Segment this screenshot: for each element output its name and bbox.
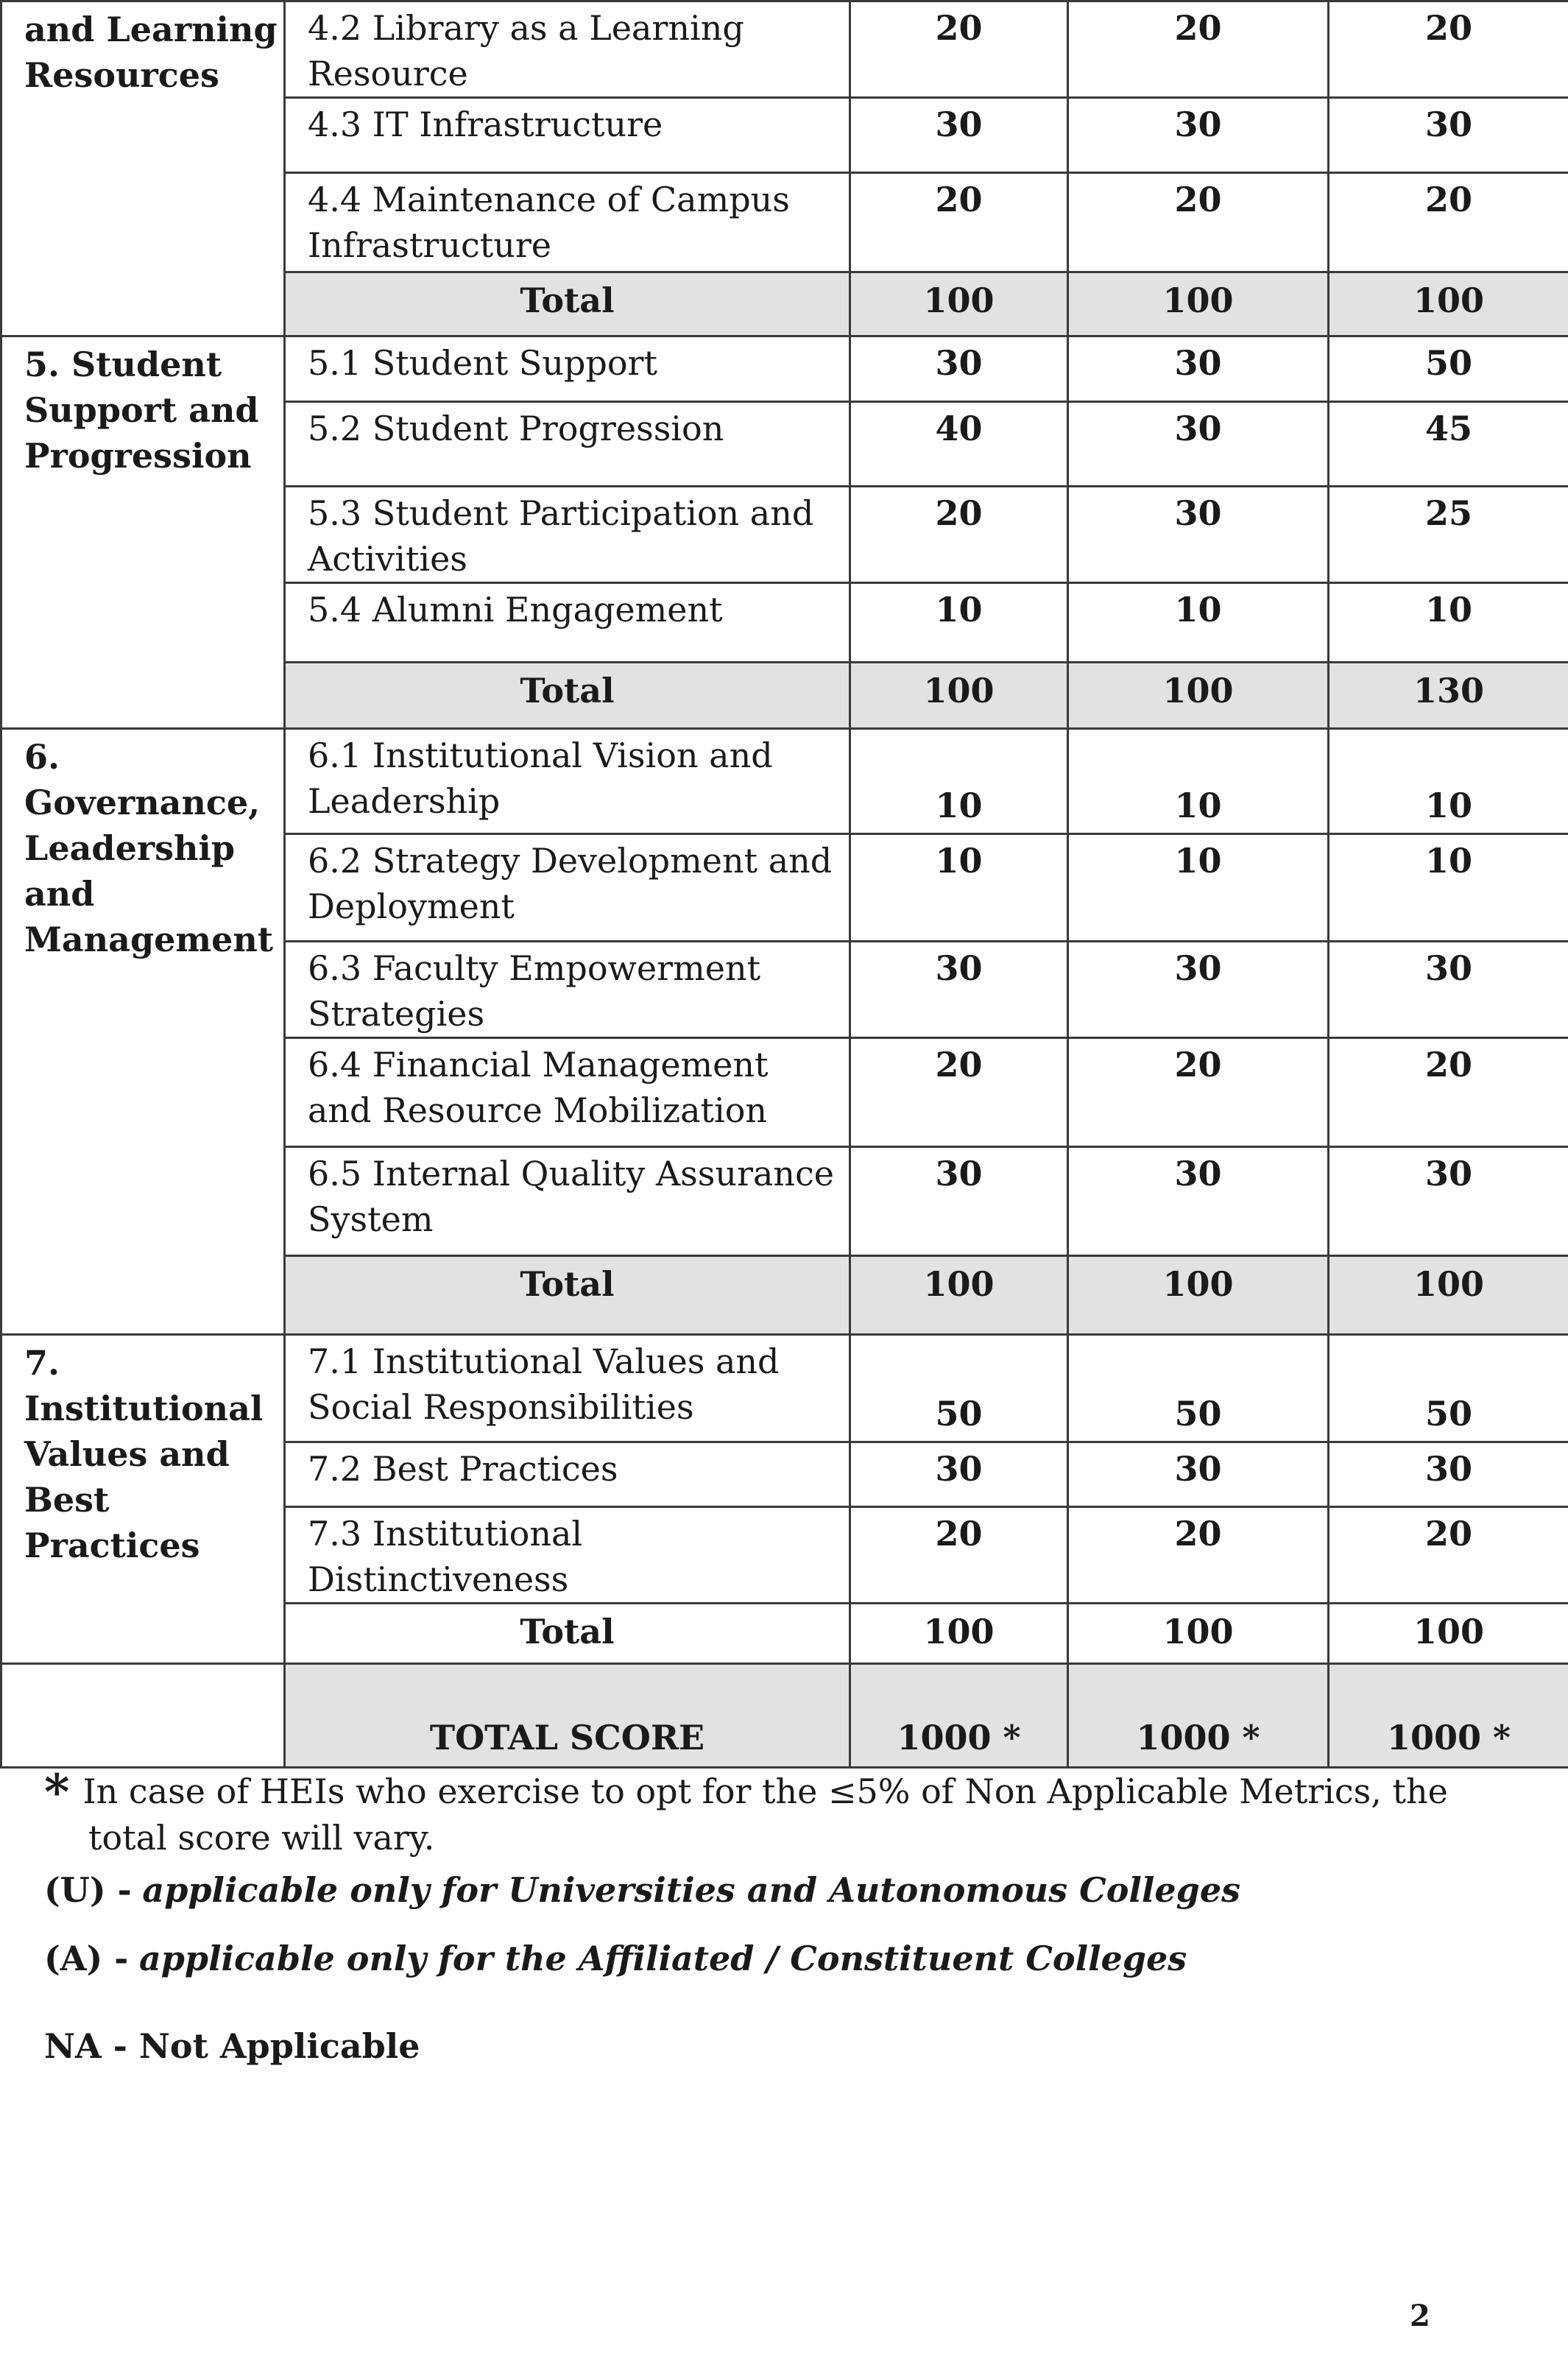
grand-total-value: 1000 * [1329, 1664, 1568, 1768]
key-indicator: 6.5 Internal Quality Assurance System [285, 1147, 850, 1256]
value-cell: 20 [1068, 1, 1329, 98]
legend-a-prefix: (A) - [44, 1939, 129, 1978]
key-indicator: 5.4 Alumni Engagement [285, 583, 850, 663]
asterisk-mark: * [44, 1763, 70, 1821]
legend-a-text: applicable only for the Affiliated / Constituent Colleges [138, 1939, 1187, 1978]
total-label: Total [285, 663, 850, 729]
grand-total-value: 1000 * [1068, 1664, 1329, 1768]
value-cell: 30 [850, 1442, 1068, 1507]
value-cell: 30 [1329, 1147, 1568, 1256]
value-cell: 50 [1329, 1335, 1568, 1442]
value-cell: 20 [1329, 1038, 1568, 1147]
total-label: Total [285, 272, 850, 336]
total-label: Total [285, 1604, 850, 1664]
legend-na-text: NA - Not Applicable [44, 2026, 420, 2066]
empty-cell [1, 1664, 285, 1768]
value-cell: 20 [850, 487, 1068, 583]
table-row [1, 1335, 1568, 1442]
value-cell: 10 [1329, 834, 1568, 942]
footnote-line-2: total score will vary. [88, 1818, 435, 1858]
key-indicator: 6.2 Strategy Development and Deployment [285, 834, 850, 942]
value-cell: 20 [850, 1, 1068, 98]
total-value: 100 [850, 663, 1068, 729]
legend-u-text: applicable only for Universities and Autonomous Colleges [142, 1870, 1240, 1910]
total-value: 100 [1329, 1604, 1568, 1664]
value-cell: 30 [850, 98, 1068, 173]
value-cell: 10 [850, 834, 1068, 942]
value-cell: 30 [850, 1147, 1068, 1256]
value-cell: 20 [1068, 1038, 1329, 1147]
value-cell: 20 [850, 173, 1068, 272]
total-value: 100 [1329, 1256, 1568, 1335]
value-cell: 20 [1329, 1507, 1568, 1604]
grand-total-label: TOTAL SCORE [285, 1664, 850, 1768]
key-indicator: 7.1 Institutional Values and Social Responsibilities [285, 1335, 850, 1442]
value-cell: 10 [1068, 729, 1329, 834]
total-value: 100 [1068, 663, 1329, 729]
legend-na [44, 2026, 420, 2066]
total-value: 100 [1329, 272, 1568, 336]
criterion-cell: 5. Student Support and Progression [1, 336, 285, 729]
value-cell: 10 [1068, 583, 1329, 663]
key-indicator: 4.3 IT Infrastructure [285, 98, 850, 173]
value-cell: 25 [1329, 487, 1568, 583]
total-value: 100 [850, 272, 1068, 336]
value-cell: 30 [1068, 98, 1329, 173]
total-value: 100 [1068, 1256, 1329, 1335]
value-cell: 20 [850, 1038, 1068, 1147]
criterion-cell: 7. Institutional Values and Best Practices [1, 1335, 285, 1664]
value-cell: 20 [850, 1507, 1068, 1604]
criterion-cell: and Learning Resources [1, 1, 285, 336]
page-number: 2 [1410, 2299, 1430, 2333]
value-cell: 30 [1068, 1442, 1329, 1507]
value-cell: 10 [1068, 834, 1329, 942]
key-indicator: 7.3 Institutional Distinctiveness [285, 1507, 850, 1604]
value-cell: 30 [1329, 942, 1568, 1038]
footnote [44, 1763, 1516, 1861]
total-value: 130 [1329, 663, 1568, 729]
key-indicator: 5.1 Student Support [285, 336, 850, 402]
key-indicator: 7.2 Best Practices [285, 1442, 850, 1507]
value-cell: 30 [1068, 402, 1329, 487]
value-cell: 10 [850, 729, 1068, 834]
key-indicator: 4.2 Library as a Learning Resource [285, 1, 850, 98]
key-indicator: 5.2 Student Progression [285, 402, 850, 487]
value-cell: 30 [1068, 487, 1329, 583]
value-cell: 10 [1329, 729, 1568, 834]
table-row [1, 336, 1568, 402]
legend-u [44, 1870, 1240, 1910]
value-cell: 10 [1329, 583, 1568, 663]
value-cell: 30 [1329, 1442, 1568, 1507]
total-value: 100 [1068, 272, 1329, 336]
total-value: 100 [850, 1256, 1068, 1335]
value-cell: 45 [1329, 402, 1568, 487]
legend-u-prefix: (U) - [44, 1870, 132, 1910]
value-cell: 30 [1068, 336, 1329, 402]
table-row [1, 1, 1568, 98]
total-label: Total [285, 1256, 850, 1335]
value-cell: 30 [850, 942, 1068, 1038]
grand-total-row [1, 1664, 1568, 1768]
value-cell: 30 [850, 336, 1068, 402]
value-cell: 10 [850, 583, 1068, 663]
table-row [1, 729, 1568, 834]
value-cell: 30 [1068, 1147, 1329, 1256]
footnote-line-1: In case of HEIs who exercise to opt for the ≤5% of Non Applicable Metrics, the [82, 1771, 1448, 1811]
value-cell: 20 [1068, 1507, 1329, 1604]
value-cell: 30 [1068, 942, 1329, 1038]
key-indicator: 6.3 Faculty Empowerment Strategies [285, 942, 850, 1038]
value-cell: 50 [1329, 336, 1568, 402]
key-indicator: 5.3 Student Participation and Activities [285, 487, 850, 583]
total-value: 100 [850, 1604, 1068, 1664]
value-cell: 50 [1068, 1335, 1329, 1442]
value-cell: 20 [1068, 173, 1329, 272]
key-indicator: 6.1 Institutional Vision and Leadership [285, 729, 850, 834]
criterion-cell: 6. Governance, Leadership and Management [1, 729, 285, 1335]
value-cell: 40 [850, 402, 1068, 487]
value-cell: 20 [1329, 1, 1568, 98]
key-indicator: 6.4 Financial Management and Resource Mobilization [285, 1038, 850, 1147]
value-cell: 30 [1329, 98, 1568, 173]
legend-a [44, 1939, 1187, 1978]
key-indicator: 4.4 Maintenance of Campus Infrastructure [285, 173, 850, 272]
total-value: 100 [1068, 1604, 1329, 1664]
value-cell: 50 [850, 1335, 1068, 1442]
value-cell: 20 [1329, 173, 1568, 272]
grand-total-value: 1000 * [850, 1664, 1068, 1768]
